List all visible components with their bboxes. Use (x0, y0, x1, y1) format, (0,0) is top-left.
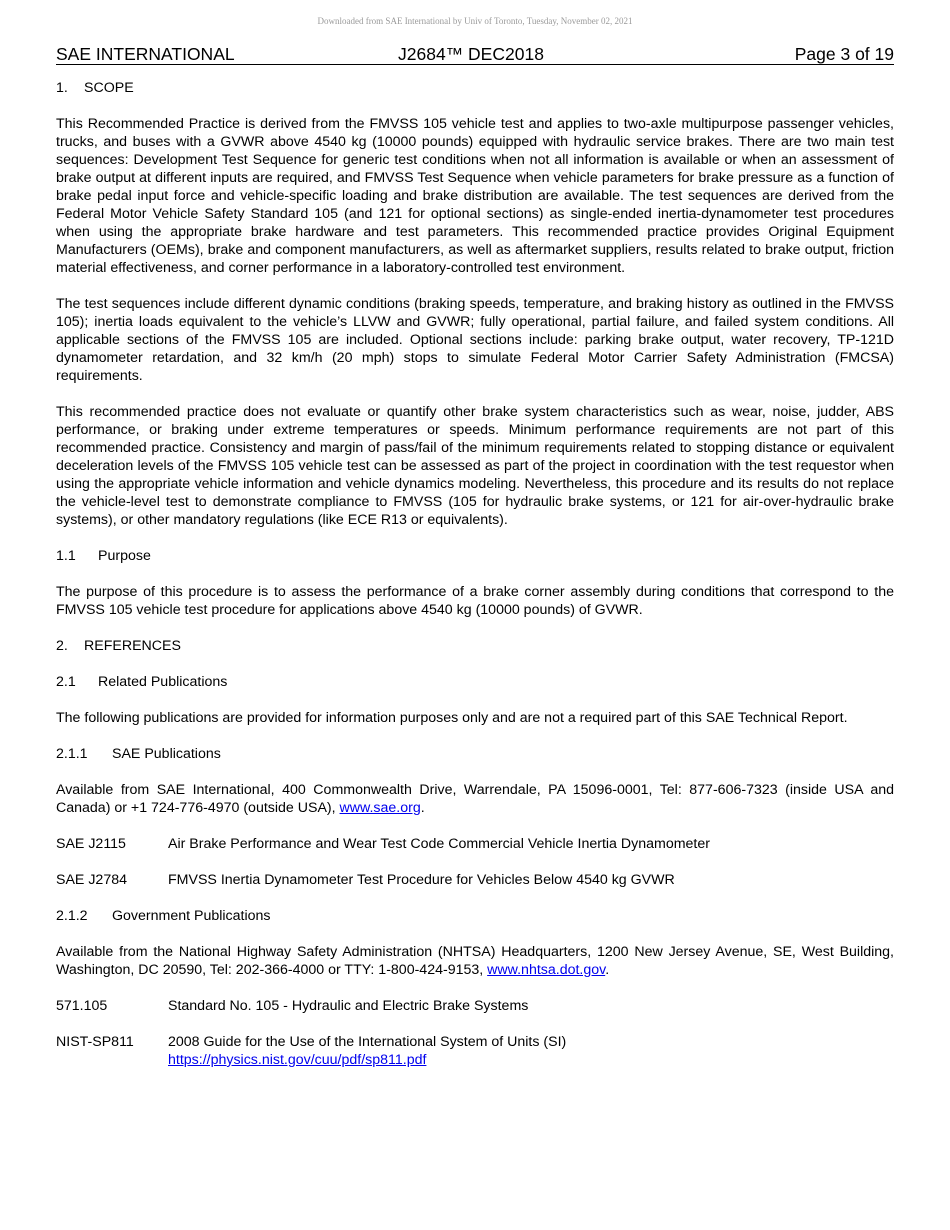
section-heading-purpose (56, 547, 894, 565)
nhtsa-availability-end: . (605, 962, 610, 978)
section-number: 1.1 (56, 548, 76, 564)
reference-entry (56, 871, 894, 889)
section-heading-related-publications (56, 673, 894, 691)
section-heading-sae-publications (56, 745, 894, 763)
section-heading-government-publications (56, 907, 894, 925)
nhtsa-availability-text: Available from the National Highway Safety Administration (NHTSA) Headquarters, 1200 New Jersey Avenue, SE, West Building, Washington, DC 20590, Tel: 202-366-4000 or TTY: 1-800-424-9153, (56, 944, 894, 978)
sae-availability-paragraph (56, 781, 894, 817)
reference-code: 571.105 (56, 998, 108, 1014)
section-number: 2.1.1 (56, 746, 88, 762)
nhtsa-website-link[interactable]: www.nhtsa.dot.gov (487, 962, 606, 978)
reference-code: NIST-SP811 (56, 1034, 134, 1050)
reference-code: SAE J2784 (56, 872, 127, 888)
section-number: 2.1.2 (56, 908, 88, 924)
reference-entry (56, 997, 894, 1015)
sae-website-link[interactable]: www.sae.org (339, 800, 421, 816)
reference-entry (56, 835, 894, 853)
page-header (56, 44, 894, 65)
scope-paragraph-3: This recommended practice does not evaluate or quantify other brake system characteristics such as wear, noise, judder, ABS performance, or braking under extreme temperatures or speeds. Minimum performance requirements are not part of this recommended practice. Consistency and margin of pass/fail of the minimum requirements related to stopping distance or equivalent deceleration levels of the FMVSS 105 vehicle test can be assessed as part of the project in coordination with the test requestor when using the appropriate vehicle information and vehicle dynamics modeling. Nevertheless, this procedure and its results do not replace the vehicle-level test to demonstrate compliance to FMVSS (105 for hydraulic brake systems, or 121 for air-over-hydraulic brake systems), or other mandatory regulations (like ECE R13 or equivalents). (56, 404, 894, 528)
purpose-paragraph: The purpose of this procedure is to assess the performance of a brake corner assembly during conditions that correspond to the FMVSS 105 vehicle test procedure for applications above 4540 kg (10000 pounds) of GVWR. (56, 584, 894, 618)
nist-pdf-link[interactable]: https://physics.nist.gov/cuu/pdf/sp811.pdf (168, 1052, 427, 1068)
sae-availability-end: . (420, 800, 425, 816)
reference-entry (56, 1033, 894, 1069)
section-heading-references (56, 637, 894, 655)
nhtsa-availability-paragraph (56, 943, 894, 979)
reference-title: Standard No. 105 - Hydraulic and Electric Brake Systems (168, 998, 529, 1014)
section-heading-scope (56, 79, 894, 97)
section-number: 2. (56, 638, 68, 654)
sae-availability-text: Available from SAE International, 400 Commonwealth Drive, Warrendale, PA 15096-0001, Tel: 877-606-7323 (inside USA and Canada) or +1 724-776-4970 (outside USA), (56, 782, 894, 816)
header-document-id: J2684™ DEC2018 (398, 44, 544, 64)
scope-paragraph-1: This Recommended Practice is derived from the FMVSS 105 vehicle test and applies to two-axle multipurpose passenger vehicles, trucks, and buses with a GVWR above 4540 kg (10000 pounds) equipped with hydraulic service brakes. There are two main test sequences: Development Test Sequence for generic test conditions when not all information is available or when an assessment of brake output at different inputs are required, and FMVSS Test Sequence when vehicle parameters for brake pressure as a function of brake pedal input force and vehicle-specific loading and brake distribution are available. The test sequences are derived from the Federal Motor Vehicle Safety Standard 105 (and 121 for optional sections) as single-ended inertia-dynamometer test procedures when using the appropriate brake hardware and test parameters. This recommended practice provides Original Equipment Manufacturers (OEMs), brake and component manufacturers, as well as aftermarket suppliers, results related to brake output, friction material effectiveness, and corner performance in a laboratory-controlled test environment. (56, 116, 894, 276)
section-title: SCOPE (84, 80, 134, 96)
download-watermark: Downloaded from SAE International by Univ of Toronto, Tuesday, November 02, 2021 (317, 16, 633, 26)
scope-paragraph-2: The test sequences include different dynamic conditions (braking speeds, temperature, and braking history as outlined in the FMVSS 105); inertia loads equivalent to the vehicle’s LLVW and GVWR; fully operational, partial failure, and failed system conditions. All applicable sections of the FMVSS 105 are included. Optional sections include: parking brake output, water recovery, TP-121D dynamometer retardation, and 32 km/h (20 mph) stops to simulate Federal Motor Carrier Safety Administration (FMCSA) requirements. (56, 296, 894, 384)
section-number: 2.1 (56, 674, 76, 690)
reference-code: SAE J2115 (56, 836, 126, 852)
section-number: 1. (56, 80, 68, 96)
header-page-number: Page 3 of 19 (794, 44, 894, 64)
reference-title: Air Brake Performance and Wear Test Code Commercial Vehicle Inertia Dynamometer (168, 836, 710, 852)
header-publisher: SAE INTERNATIONAL (56, 44, 235, 64)
reference-description (168, 1033, 894, 1069)
document-body (56, 79, 894, 1087)
section-title: REFERENCES (84, 638, 181, 654)
section-title: Purpose (98, 548, 151, 564)
section-title: Government Publications (112, 908, 271, 924)
section-title: Related Publications (98, 674, 228, 690)
reference-title: FMVSS Inertia Dynamometer Test Procedure for Vehicles Below 4540 kg GVWR (168, 872, 675, 888)
related-publications-paragraph: The following publications are provided for information purposes only and are not a required part of this SAE Technical Report. (56, 710, 848, 726)
reference-title: 2008 Guide for the Use of the International System of Units (SI) (168, 1034, 567, 1050)
section-title: SAE Publications (112, 746, 221, 762)
